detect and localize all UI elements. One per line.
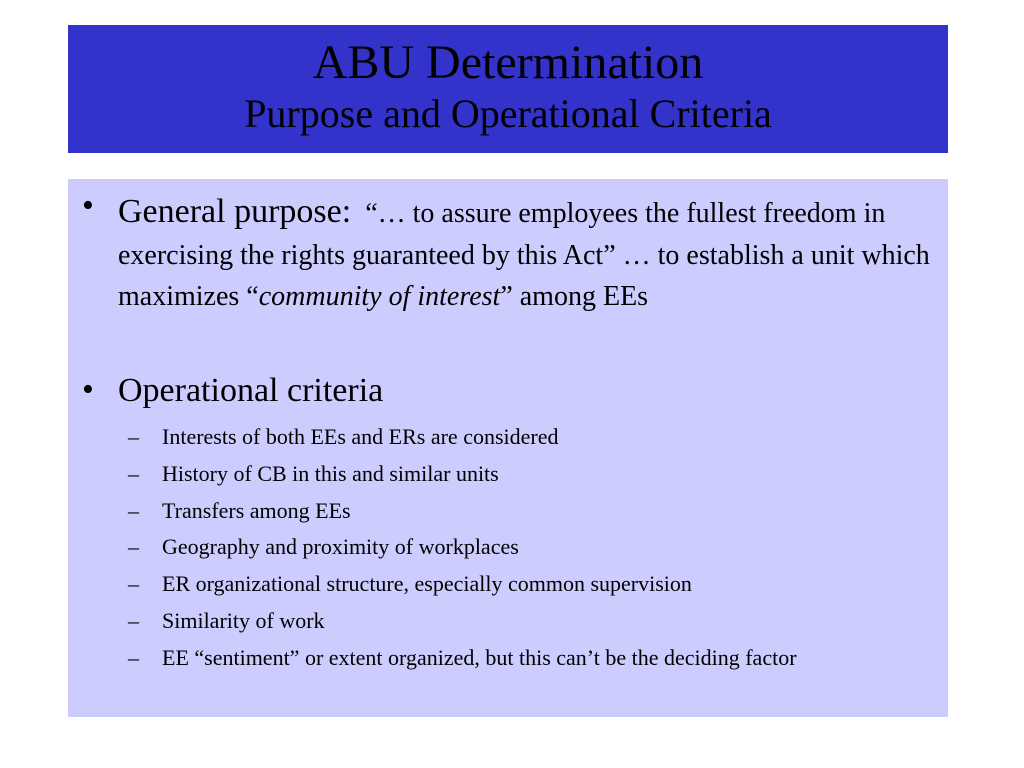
criteria-item [128, 419, 797, 456]
operational-criteria-list [128, 419, 797, 677]
criteria-item [128, 603, 797, 640]
criteria-item [128, 493, 797, 530]
criteria-item-text: ER organizational structure, especially common supervision [162, 571, 692, 597]
dash-icon: – [128, 571, 139, 597]
criteria-item-text: EE “sentiment” or extent organized, but this can’t be the deciding factor [162, 644, 797, 670]
criteria-item-text: Interests of both EEs and ERs are considered [162, 424, 559, 449]
slide-subtitle: Purpose and Operational Criteria [244, 91, 772, 136]
slide-title-banner [68, 25, 948, 153]
community-of-interest-emphasis: community of interest [258, 281, 501, 312]
criteria-item-text: Transfers among EEs [162, 497, 351, 523]
dash-icon: – [128, 644, 139, 670]
general-purpose-bullet [118, 191, 938, 318]
dash-icon: – [128, 607, 139, 633]
criteria-item [128, 456, 797, 493]
operational-criteria-label: Operational criteria [118, 372, 384, 409]
general-purpose-quote-end: ” among EEs [500, 281, 649, 312]
criteria-item [128, 640, 797, 677]
dash-icon: – [128, 497, 139, 523]
general-purpose-label: General purpose: [118, 193, 352, 230]
slide-title: ABU Determination [312, 36, 704, 89]
general-purpose-quote: “… to assure employees the fullest freedom in exercising the rights guaranteed by this Act” … to establish a unit which maximizes “ [118, 198, 930, 312]
dash-icon: – [128, 460, 139, 486]
criteria-item-text: Geography and proximity of workplaces [162, 534, 519, 560]
slide-body [68, 179, 948, 717]
criteria-item-text: Similarity of work [162, 607, 325, 633]
dash-icon: – [128, 424, 139, 449]
criteria-item [128, 566, 797, 603]
bullet-dot-icon: • [82, 371, 94, 408]
criteria-item [128, 529, 797, 566]
bullet-dot-icon: • [82, 187, 94, 224]
dash-icon: – [128, 534, 139, 560]
criteria-item-text: History of CB in this and similar units [162, 460, 499, 486]
